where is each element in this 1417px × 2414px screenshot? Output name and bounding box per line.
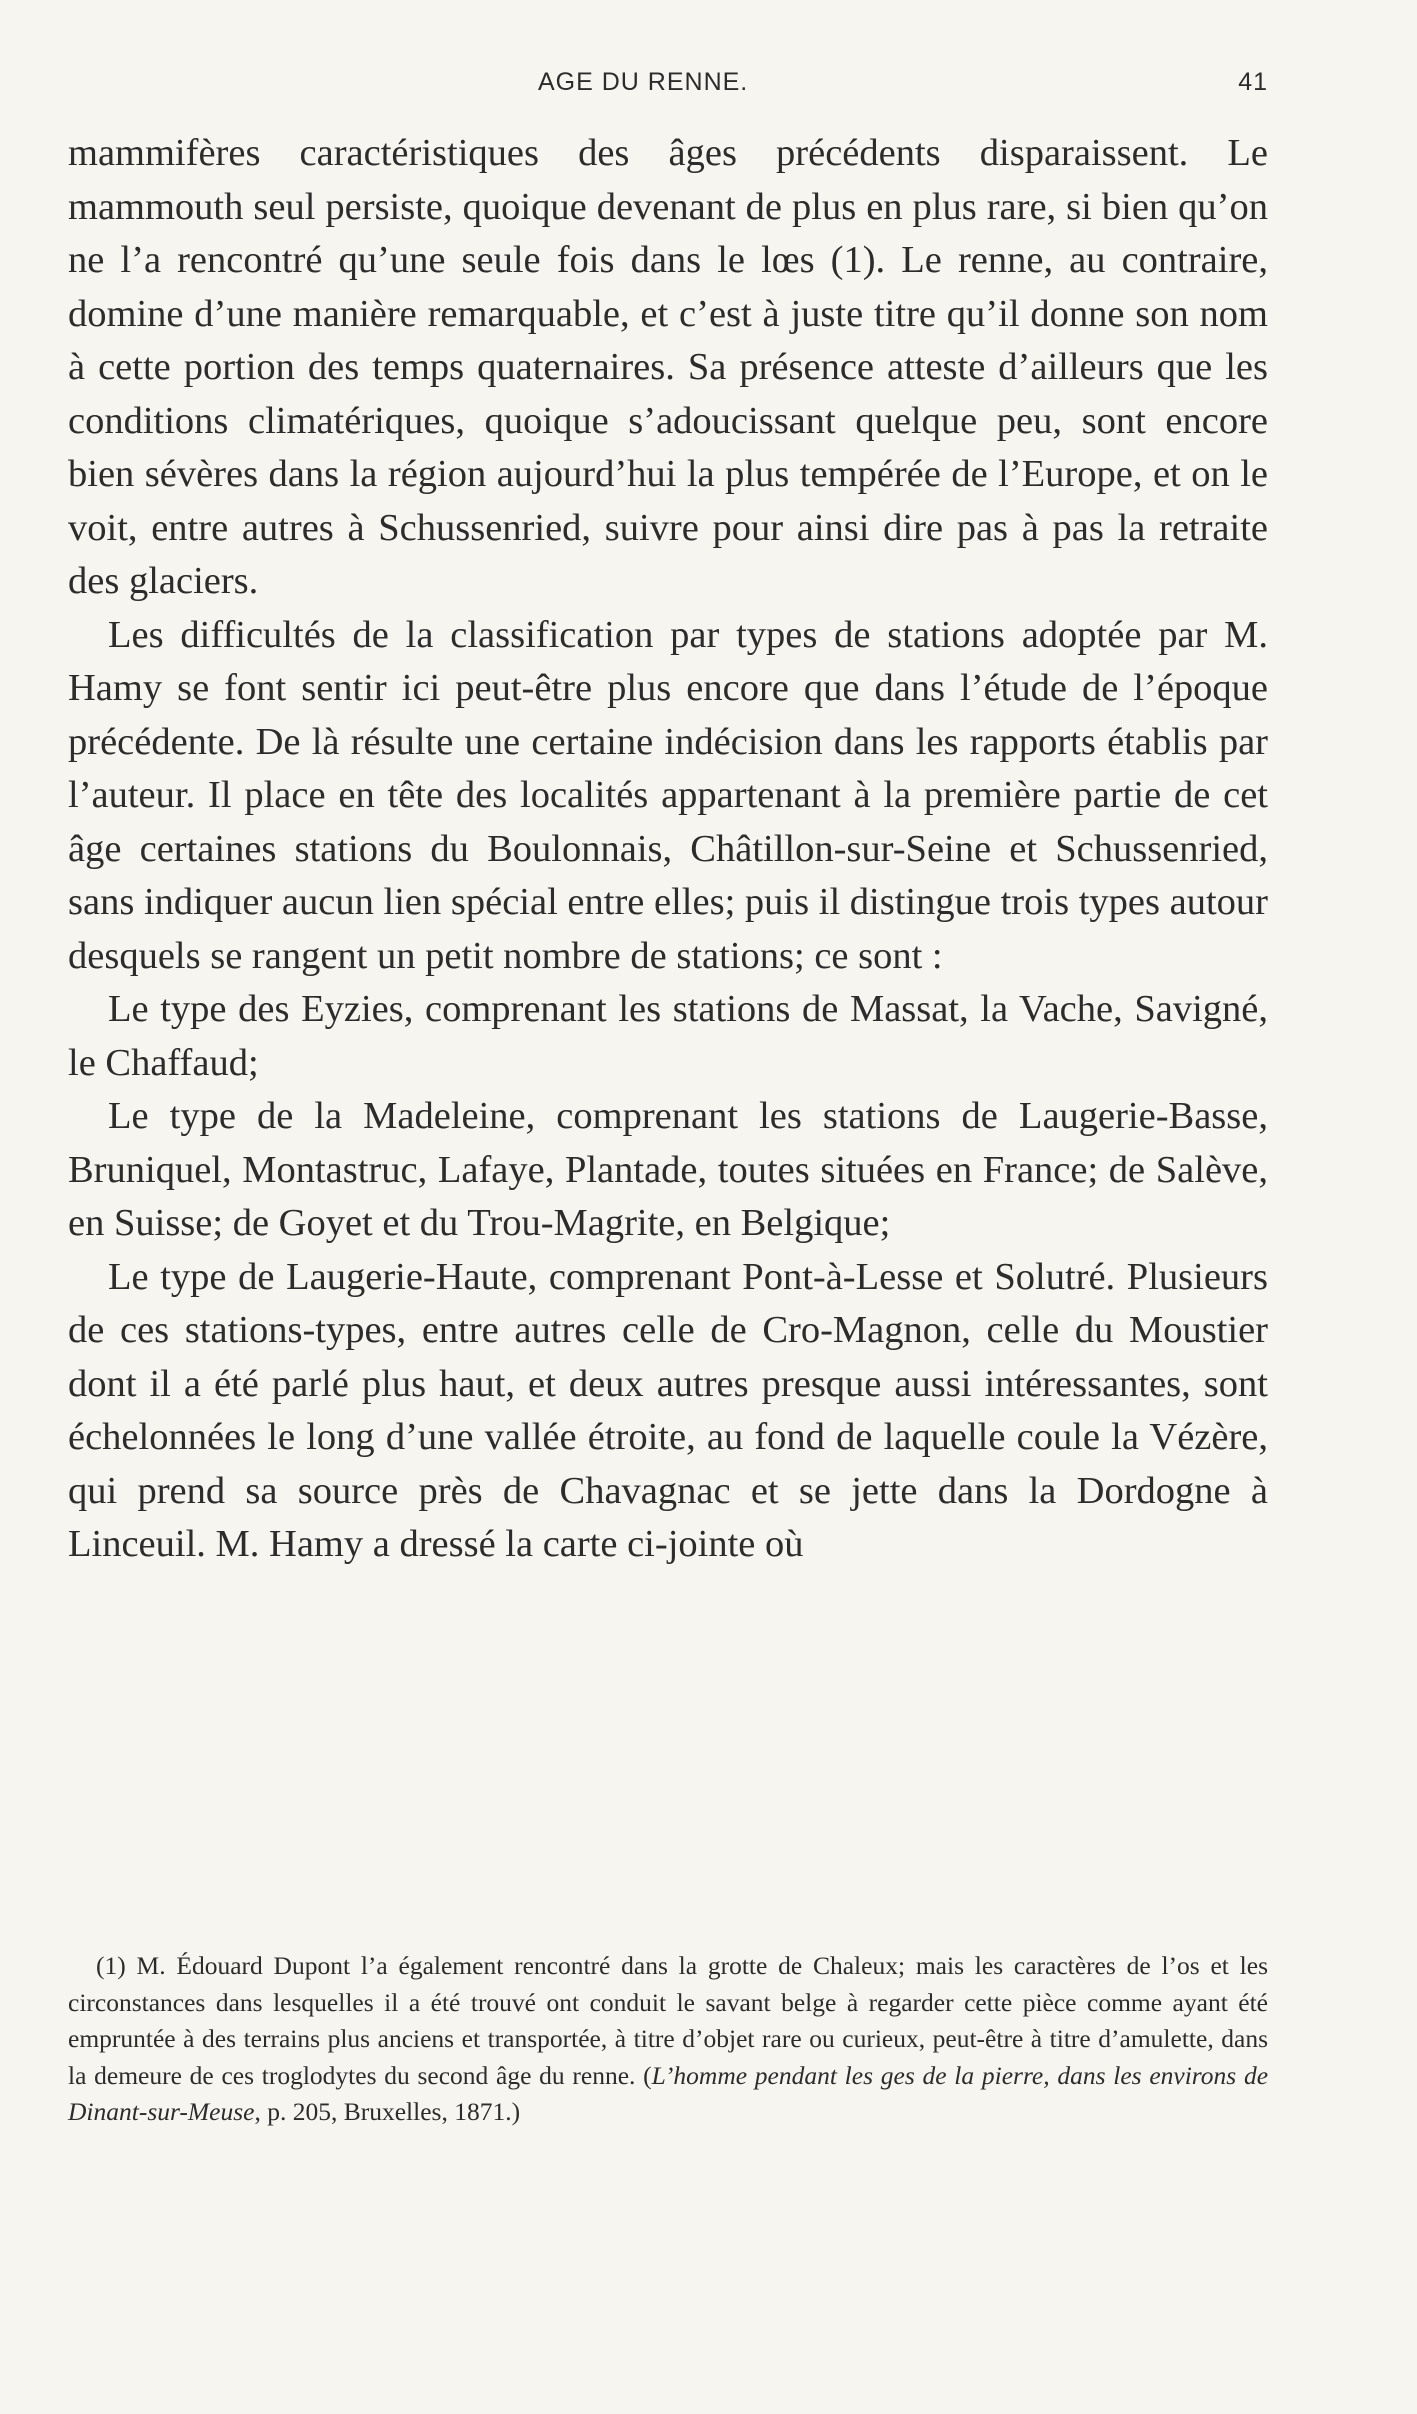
paragraph: Le type de la Madeleine, comprenant les stations de Laugerie-Basse, Bruniquel, Montastruc, Lafaye, Plantade, toutes situées en France; de Salève, en Suisse; de Goyet et du Trou-Magrite, en Belgique; — [68, 1095, 1268, 1244]
paragraph: Le type des Eyzies, comprenant les stations de Massat, la Vache, Savigné, le Chaffaud; — [68, 988, 1268, 1084]
main-text — [68, 127, 1268, 1572]
page-number: 41 — [1238, 68, 1268, 96]
footnote — [68, 1948, 1268, 2131]
citation-open: ( — [643, 2060, 652, 2090]
paragraph: mammifères caractéristiques des âges précédents disparaissent. Le mammouth seul persiste, quoique devenant de plus en plus rare, si bien qu’on ne l’a rencontré qu’une seule fois dans le lœs (1). Le renne, au contraire, domine d’une manière remarquable, et c’est à juste titre qu’il donne son nom à cette portion des temps quaternaires. Sa présence atteste d’ailleurs que les conditions climatériques, quoique s’adoucissant quelque peu, sont encore bien sévères dans la région aujourd’hui la plus tempérée de l’Europe, et on le voit, entre autres à Schussenried, suivre pour ainsi dire pas à pas la retraite des glaciers. — [68, 132, 1268, 602]
running-title: AGE DU RENNE. — [538, 68, 749, 96]
paragraph: Le type de Laugerie-Haute, comprenant Pont-à-Lesse et Solutré. Plusieurs de ces stations-types, entre autres celle de Cro-Magnon, celle du Moustier dont il a été parlé plus haut, et deux autres presque aussi intéressantes, sont échelonnées le long d’une vallée étroite, au fond de laquelle coule la Vézère, qui prend sa source près de Chavagnac et se jette dans la Dordogne à Linceuil. M. Hamy a dressé la carte ci-jointe où — [68, 1255, 1268, 1565]
footnote-text: M. Édouard Dupont l’a également rencontré dans la grotte de Chaleux; mais les caractères de l’os et les circonstances dans lesquelles il a été trouvé ont conduit le savant belge à regarder cette pièce comme ayant été empruntée à des terrains plus anciens et transportée, à titre d’objet rare ou curieux, peut-être à titre d’amulette, dans la demeure de ces troglodytes du second âge du renne. — [68, 1951, 1269, 2090]
citation-title: L’homme pendant les ges de la pierre, dans les environs de Dinant-sur-Meuse — [68, 2060, 1269, 2126]
citation-details: , p. 205, Bruxelles, 1871.) — [254, 2097, 521, 2126]
footnote-marker: (1) — [96, 1951, 126, 1980]
paragraph: Les difficultés de la classification par types de stations adoptée par M. Hamy se font sentir ici peut-être plus encore que dans l’étude de l’époque précédente. De là résulte une certaine indécision dans les rapports établis par l’auteur. Il place en tête des localités appartenant à la première partie de cet âge certaines stations du Boulonnais, Châtillon-sur-Seine et Schussenried, sans indiquer aucun lien spécial entre elles; puis il distingue trois types autour desquels se rangent un petit nombre de stations; ce sont : — [68, 613, 1268, 977]
page-header — [68, 68, 1268, 108]
